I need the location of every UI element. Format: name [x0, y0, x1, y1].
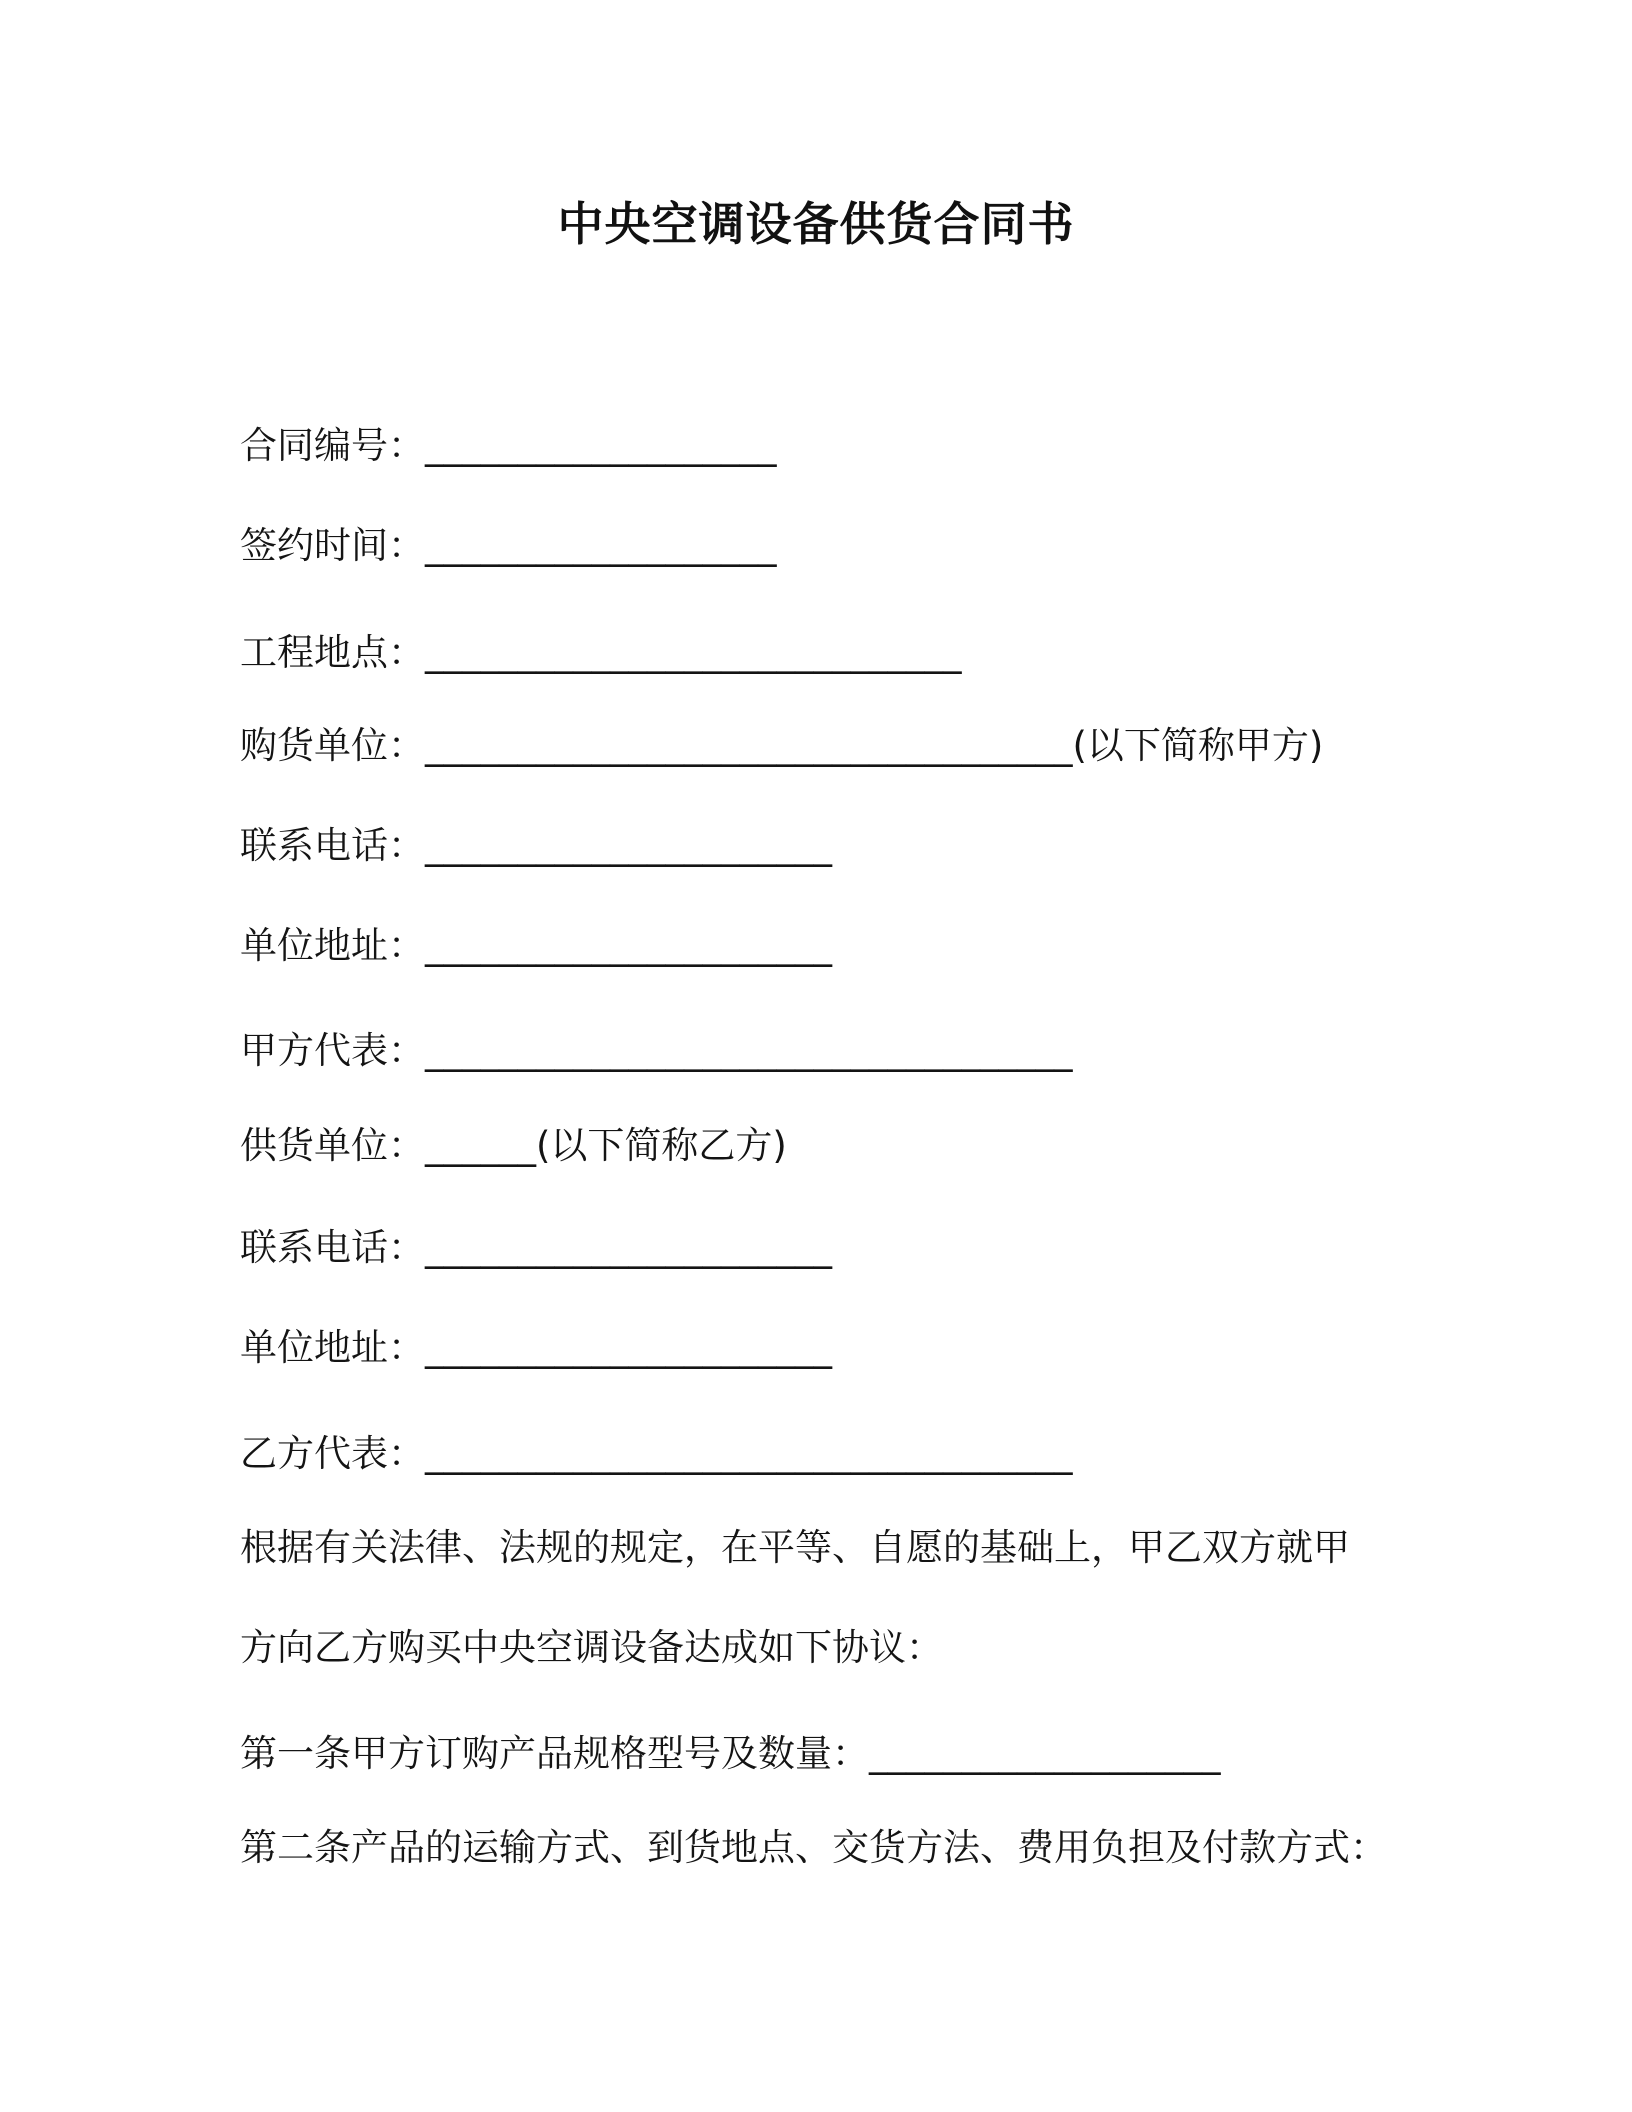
- buyer-phone-field: 联系电话：______________________: [240, 824, 832, 867]
- supplier-phone-field: 联系电话：______________________: [240, 1226, 832, 1269]
- party-b-representative-field: 乙方代表：___________________________________: [240, 1432, 1073, 1475]
- contract-number-field: 合同编号：___________________: [240, 424, 777, 467]
- document-title: 中央空调设备供货合同书: [557, 197, 1075, 251]
- buyer-address-field: 单位地址：______________________: [240, 924, 832, 967]
- supplier-address-field: 单位地址：______________________: [240, 1326, 832, 1369]
- supplier-unit-field: 供货单位：______(以下简称乙方): [240, 1124, 787, 1167]
- article-two: 第二条产品的运输方式、到货地点、交货方法、费用负担及付款方式：: [240, 1826, 1387, 1869]
- preamble-line-1: 根据有关法律、法规的规定，在平等、自愿的基础上，甲乙双方就甲: [240, 1526, 1350, 1569]
- project-location-field: 工程地点：_____________________________: [240, 631, 962, 674]
- article-one: 第一条甲方订购产品规格型号及数量：___________________: [240, 1732, 1221, 1775]
- signing-date-field: 签约时间：___________________: [240, 524, 777, 567]
- preamble-line-2: 方向乙方购买中央空调设备达成如下协议：: [240, 1626, 943, 1669]
- party-a-representative-field: 甲方代表：___________________________________: [240, 1029, 1073, 1072]
- buyer-unit-field: 购货单位：___________________________________(以下简称甲方): [240, 724, 1324, 767]
